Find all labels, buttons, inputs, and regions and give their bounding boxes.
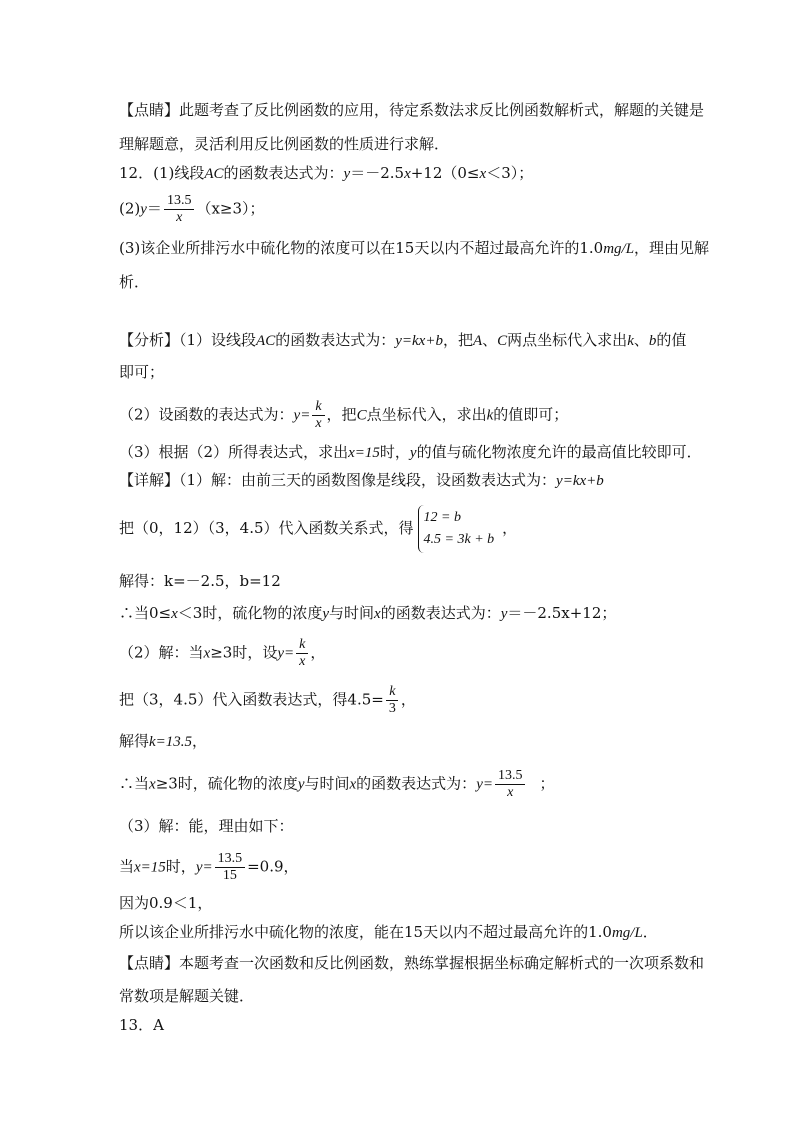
detail-line-10 — [119, 851, 299, 884]
detail-line-11: 因为0.9＜1， — [119, 894, 213, 912]
fraction — [215, 851, 246, 884]
equation-2: 4.5 = 3k + b — [423, 532, 495, 547]
var: y — [500, 606, 508, 622]
text: 的函数表达式为： — [223, 164, 344, 182]
numerator: k — [312, 399, 324, 416]
numerator: 13.5 — [495, 768, 526, 785]
q12-answer-1 — [119, 163, 533, 184]
numerator: 13.5 — [164, 193, 195, 210]
text: ≥3时，设 — [210, 643, 278, 662]
text: 的值与硫化物浓度允许的最高值比较即可． — [416, 443, 702, 461]
text: 把（0，12）（3，4.5）代入函数关系式，得 — [119, 519, 414, 537]
text: 的值 — [656, 331, 687, 349]
text: 与时间 — [329, 604, 375, 622]
numerator: k — [386, 684, 398, 701]
numerator: k — [296, 637, 308, 654]
var: x — [171, 606, 178, 622]
text: ＝－2.5x+12； — [507, 604, 617, 622]
text: ， — [310, 643, 326, 662]
analysis-line-3 — [119, 399, 568, 432]
var: x — [374, 606, 381, 622]
text: （2）设函数的表达式为： — [119, 405, 294, 424]
equation: y=kx+b — [395, 333, 443, 349]
text: 两点坐标代入求出 — [507, 331, 628, 349]
text: ，理由见解 — [634, 239, 710, 257]
var: y= — [277, 645, 295, 662]
text: 的函数表达式为： — [275, 331, 396, 349]
q12-answer-3-line-2: 析． — [119, 273, 150, 291]
detail-line-2 — [119, 505, 517, 553]
detail-line-6 — [119, 684, 416, 717]
text: 的值即可； — [493, 405, 569, 424]
text: =0.9， — [247, 857, 299, 876]
var: AC — [204, 166, 224, 182]
comment2-line-2: 常数项是解题关键． — [119, 987, 255, 1005]
detail-line-7 — [119, 731, 207, 752]
fraction — [386, 684, 399, 717]
text: 的函数表达式为： — [356, 774, 477, 793]
var: y= — [476, 776, 493, 793]
text: (3)该企业所排污水中硫化物的浓度可以在15天以内不超过最高允许的1.0 — [119, 239, 604, 257]
detail-line-9: （3）解：能，理由如下： — [119, 817, 294, 835]
text: 【分析】（1）设线段 — [119, 331, 257, 349]
comment2-line-1: 【点睛】本题考查一次函数和反比例函数，熟练掌握根据坐标确定解析式的一次项系数和 — [119, 954, 705, 972]
var: x — [203, 645, 211, 662]
text: (2) — [119, 199, 141, 218]
detail-line-5 — [119, 637, 325, 670]
var: k — [627, 333, 634, 349]
var: y — [140, 201, 147, 218]
var: x — [149, 776, 156, 793]
fraction — [164, 193, 195, 226]
equation-1: 12 = b — [423, 510, 461, 525]
text: 时， — [165, 857, 196, 876]
detail-line-4 — [119, 603, 616, 624]
detail-line-8 — [119, 768, 554, 801]
detail-line-3: 解得：k=－2.5，b=12 — [119, 572, 281, 590]
detail-line-12 — [119, 922, 658, 943]
text: 、 — [633, 331, 649, 349]
equation-system — [418, 505, 495, 553]
text: （3）根据（2）所得表达式，求出 — [119, 443, 349, 461]
denominator: x — [315, 416, 322, 431]
analysis-line-1 — [119, 330, 686, 351]
var: y — [409, 445, 417, 461]
text: ， — [400, 690, 416, 709]
text: 解得 — [119, 732, 150, 750]
var: AC — [256, 333, 276, 349]
fraction — [495, 768, 526, 801]
text: 把（3，4.5）代入函数表达式，得4.5= — [119, 690, 384, 709]
denominator: 15 — [222, 868, 237, 883]
text: （2）解：当 — [119, 643, 204, 662]
var: y — [297, 776, 305, 793]
text: 点坐标代入，求出 — [366, 405, 487, 424]
var: C — [356, 407, 367, 424]
q12-answer-2 — [119, 193, 265, 226]
text: ． — [642, 923, 658, 941]
text: 当 — [119, 857, 135, 876]
text: ； — [539, 774, 555, 793]
detail-line-1 — [119, 470, 604, 491]
var: b — [648, 333, 657, 349]
denominator: x — [507, 785, 514, 800]
unit: mg/L — [603, 241, 635, 257]
text: 所以该企业所排污水中硫化物的浓度，能在15天以内不超过最高允许的1.0 — [119, 923, 612, 941]
text: ＝－2.5 — [350, 164, 405, 182]
text: 的函数表达式为： — [380, 604, 501, 622]
var: y — [343, 166, 351, 182]
denominator: x — [299, 654, 306, 669]
fraction — [296, 637, 308, 670]
text: ， — [192, 732, 208, 750]
var: x — [404, 166, 411, 182]
text: ＜3时，硫化物的浓度 — [177, 604, 323, 622]
q12-answer-3-line-1 — [119, 238, 709, 259]
var: y — [322, 606, 330, 622]
var: x=15 — [134, 859, 166, 876]
text: ＝ — [146, 199, 162, 218]
text: 与时间 — [304, 774, 350, 793]
text: 时， — [379, 443, 410, 461]
var: x — [349, 776, 357, 793]
text: （x≥3）； — [196, 199, 265, 218]
unit: mg/L — [611, 925, 643, 941]
text: 12．(1)线段 — [119, 164, 205, 182]
var: A — [472, 333, 483, 349]
analysis-line-4 — [119, 442, 702, 463]
equation: k=13.5 — [149, 734, 193, 750]
text: 、 — [482, 331, 498, 349]
var: x=15 — [348, 445, 380, 461]
equation: y=kx+b — [556, 473, 604, 489]
var: x — [479, 166, 487, 182]
analysis-line-2: 即可； — [119, 363, 165, 381]
var: k — [486, 407, 494, 424]
var: y= — [293, 407, 311, 424]
denominator: 3 — [388, 701, 396, 716]
var: y= — [195, 859, 213, 876]
text: ，把 — [326, 405, 357, 424]
text: 【详解】（1）解：由前三天的函数图像是线段，设函数表达式为： — [119, 471, 557, 489]
text: ∴当0≤ — [119, 604, 172, 622]
text: +12（0≤ — [410, 164, 480, 182]
comment-line-2: 理解题意，灵活利用反比例函数的性质进行求解． — [119, 135, 450, 153]
text: ∴当 — [119, 774, 150, 793]
numerator: 13.5 — [215, 851, 246, 868]
fraction — [312, 399, 324, 432]
text: ，把 — [442, 331, 473, 349]
var: C — [497, 333, 508, 349]
text: ＜3）； — [486, 164, 534, 182]
text: ≥3时，硫化物的浓度 — [155, 774, 298, 793]
denominator: x — [176, 210, 183, 225]
text: ， — [502, 519, 518, 537]
q13-answer: 13．A — [119, 1016, 164, 1034]
comment-line-1: 【点睛】此题考查了反比例函数的应用，待定系数法求反比例函数解析式，解题的关键是 — [119, 101, 705, 119]
